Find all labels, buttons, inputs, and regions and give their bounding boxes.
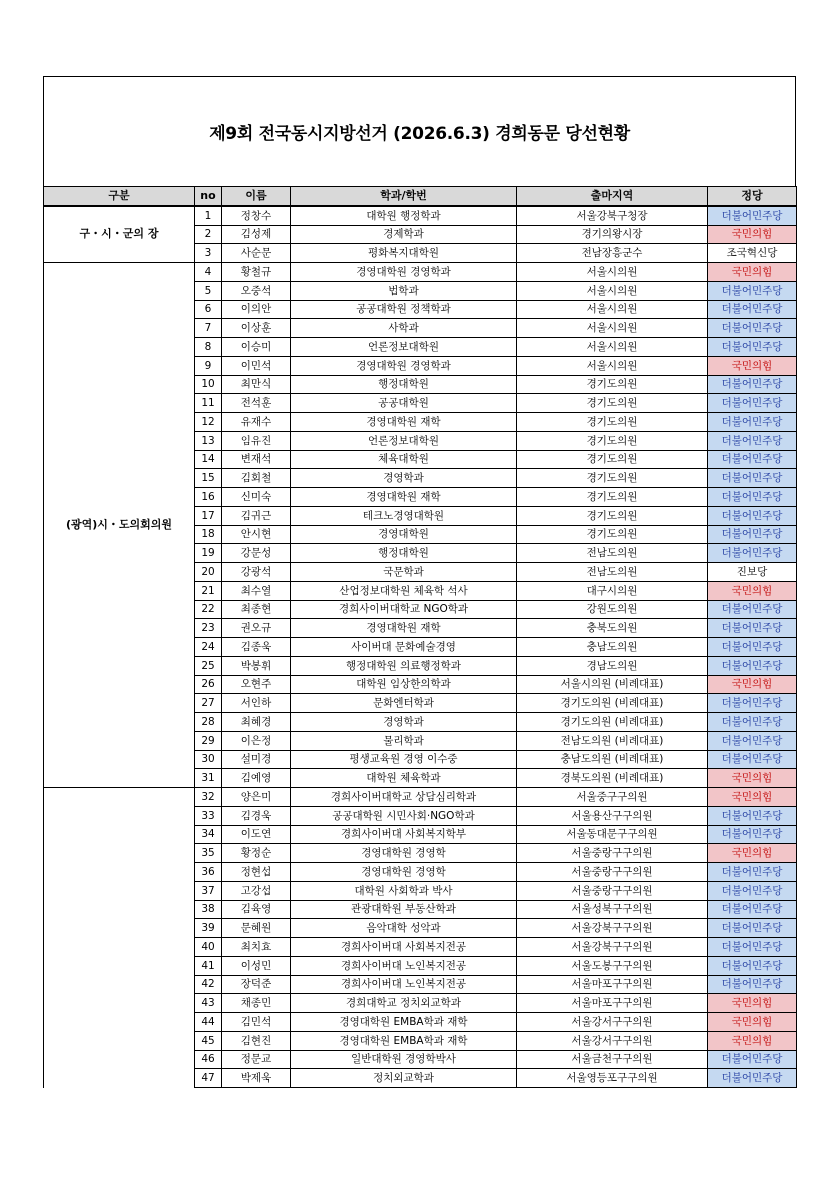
dept-cell: 경영대학원 경영학과 — [291, 356, 517, 375]
party-cell: 더불어민주당 — [708, 806, 797, 825]
region-cell: 서울중랑구구의원 — [517, 881, 708, 900]
region-cell: 서울시의원 (비례대표) — [517, 675, 708, 694]
region-cell: 전남장흥군수 — [517, 244, 708, 263]
header-dept: 학과/학번 — [291, 187, 517, 206]
party-cell: 더불어민주당 — [708, 656, 797, 675]
party-cell: 국민의힘 — [708, 788, 797, 807]
header-region: 출마지역 — [517, 187, 708, 206]
name-cell: 정창수 — [222, 206, 291, 225]
party-cell: 더불어민주당 — [708, 619, 797, 638]
dept-cell: 경영대학원 경영학과 — [291, 263, 517, 282]
name-cell: 황철규 — [222, 263, 291, 282]
party-cell: 더불어민주당 — [708, 413, 797, 432]
no-cell: 27 — [195, 694, 222, 713]
no-cell: 45 — [195, 1031, 222, 1050]
name-cell: 김종욱 — [222, 638, 291, 657]
name-cell: 이승미 — [222, 338, 291, 357]
dept-cell: 경희사이버대 사회복지전공 — [291, 938, 517, 957]
name-cell: 김현진 — [222, 1031, 291, 1050]
name-cell: 최종현 — [222, 600, 291, 619]
no-cell: 13 — [195, 431, 222, 450]
region-cell: 전남도의원 — [517, 544, 708, 563]
name-cell: 최만식 — [222, 375, 291, 394]
name-cell: 임유진 — [222, 431, 291, 450]
party-cell: 더불어민주당 — [708, 488, 797, 507]
dept-cell: 사학과 — [291, 319, 517, 338]
name-cell: 설미경 — [222, 750, 291, 769]
name-cell: 유재수 — [222, 413, 291, 432]
region-cell: 서울도봉구구의원 — [517, 956, 708, 975]
no-cell: 39 — [195, 919, 222, 938]
region-cell: 경기도의원 — [517, 525, 708, 544]
name-cell: 김민석 — [222, 1013, 291, 1032]
region-cell: 경기의왕시장 — [517, 225, 708, 244]
region-cell: 경기도의원 — [517, 413, 708, 432]
region-cell: 서울시의원 — [517, 300, 708, 319]
party-cell: 더불어민주당 — [708, 919, 797, 938]
name-cell: 오중석 — [222, 281, 291, 300]
party-cell: 더불어민주당 — [708, 431, 797, 450]
name-cell: 문혜원 — [222, 919, 291, 938]
name-cell: 박봉휘 — [222, 656, 291, 675]
dept-cell: 경영대학원 경영학 — [291, 863, 517, 882]
region-cell: 경기도의원 — [517, 469, 708, 488]
party-cell: 더불어민주당 — [708, 281, 797, 300]
no-cell: 24 — [195, 638, 222, 657]
name-cell: 고강섭 — [222, 881, 291, 900]
dept-cell: 경희사이버대학교 NGO학과 — [291, 600, 517, 619]
category-cell: 구・시・군의 장 — [44, 206, 195, 263]
region-cell: 서울강서구구의원 — [517, 1013, 708, 1032]
name-cell: 김육영 — [222, 900, 291, 919]
name-cell: 정문교 — [222, 1050, 291, 1069]
party-cell: 더불어민주당 — [708, 750, 797, 769]
no-cell: 40 — [195, 938, 222, 957]
header-row — [44, 187, 797, 206]
dept-cell: 언론정보대학원 — [291, 431, 517, 450]
party-cell: 국민의힘 — [708, 225, 797, 244]
region-cell: 서울동대문구구의원 — [517, 825, 708, 844]
no-cell: 6 — [195, 300, 222, 319]
party-cell: 더불어민주당 — [708, 525, 797, 544]
no-cell: 8 — [195, 338, 222, 357]
dept-cell: 경희사이버대 노인복지전공 — [291, 975, 517, 994]
dept-cell: 산업정보대학원 체육학 석사 — [291, 581, 517, 600]
dept-cell: 경영학과 — [291, 713, 517, 732]
region-cell: 경기도의원 — [517, 450, 708, 469]
name-cell: 이상훈 — [222, 319, 291, 338]
no-cell: 4 — [195, 263, 222, 282]
dept-cell: 공공대학원 — [291, 394, 517, 413]
no-cell: 18 — [195, 525, 222, 544]
name-cell: 김예영 — [222, 769, 291, 788]
page-title: 제9회 전국동시지방선거 (2026.6.3) 경희동문 당선현황 — [209, 124, 630, 144]
header-party: 정당 — [708, 187, 797, 206]
no-cell: 12 — [195, 413, 222, 432]
header-name: 이름 — [222, 187, 291, 206]
region-cell: 서울시의원 — [517, 281, 708, 300]
party-cell: 더불어민주당 — [708, 1069, 797, 1088]
region-cell: 서울마포구구의원 — [517, 994, 708, 1013]
dept-cell: 일반대학원 경영학박사 — [291, 1050, 517, 1069]
region-cell: 서울시의원 — [517, 338, 708, 357]
no-cell: 20 — [195, 563, 222, 582]
no-cell: 26 — [195, 675, 222, 694]
region-cell: 충북도의원 — [517, 619, 708, 638]
party-cell: 더불어민주당 — [708, 394, 797, 413]
no-cell: 16 — [195, 488, 222, 507]
party-cell: 더불어민주당 — [708, 975, 797, 994]
dept-cell: 정치외교학과 — [291, 1069, 517, 1088]
name-cell: 최수열 — [222, 581, 291, 600]
results-table — [43, 186, 797, 1088]
name-cell: 전석훈 — [222, 394, 291, 413]
no-cell: 30 — [195, 750, 222, 769]
party-cell: 더불어민주당 — [708, 375, 797, 394]
dept-cell: 언론정보대학원 — [291, 338, 517, 357]
dept-cell: 경영대학원 경영학 — [291, 844, 517, 863]
party-cell: 더불어민주당 — [708, 638, 797, 657]
region-cell: 경기도의원 (비례대표) — [517, 694, 708, 713]
no-cell: 34 — [195, 825, 222, 844]
dept-cell: 경희사이버대학교 상담심리학과 — [291, 788, 517, 807]
dept-cell: 문화엔터학과 — [291, 694, 517, 713]
name-cell: 변재석 — [222, 450, 291, 469]
dept-cell: 국문학과 — [291, 563, 517, 582]
region-cell: 전남도의원 — [517, 563, 708, 582]
party-cell: 국민의힘 — [708, 844, 797, 863]
dept-cell: 공공대학원 시민사회·NGO학과 — [291, 806, 517, 825]
name-cell: 사순문 — [222, 244, 291, 263]
dept-cell: 관광대학원 부동산학과 — [291, 900, 517, 919]
dept-cell: 대학원 사회학과 박사 — [291, 881, 517, 900]
no-cell: 17 — [195, 506, 222, 525]
region-cell: 경북도의원 (비례대표) — [517, 769, 708, 788]
region-cell: 충남도의원 (비례대표) — [517, 750, 708, 769]
no-cell: 46 — [195, 1050, 222, 1069]
region-cell: 경기도의원 (비례대표) — [517, 713, 708, 732]
dept-cell: 경희사이버대 사회복지학부 — [291, 825, 517, 844]
region-cell: 대구시의원 — [517, 581, 708, 600]
party-cell: 국민의힘 — [708, 1031, 797, 1050]
region-cell: 경기도의원 — [517, 431, 708, 450]
dept-cell: 경영대학원 — [291, 525, 517, 544]
dept-cell: 경영대학원 재학 — [291, 619, 517, 638]
party-cell: 더불어민주당 — [708, 469, 797, 488]
name-cell: 이은정 — [222, 731, 291, 750]
party-cell: 더불어민주당 — [708, 506, 797, 525]
region-cell: 서울중구구의원 — [517, 788, 708, 807]
name-cell: 최혜경 — [222, 713, 291, 732]
party-cell: 더불어민주당 — [708, 600, 797, 619]
region-cell: 서울중랑구구의원 — [517, 863, 708, 882]
name-cell: 강광석 — [222, 563, 291, 582]
dept-cell: 테크노경영대학원 — [291, 506, 517, 525]
no-cell: 10 — [195, 375, 222, 394]
dept-cell: 경희사이버대 노인복지전공 — [291, 956, 517, 975]
region-cell: 경남도의원 — [517, 656, 708, 675]
dept-cell: 경영학과 — [291, 469, 517, 488]
party-cell: 국민의힘 — [708, 675, 797, 694]
name-cell: 이성민 — [222, 956, 291, 975]
region-cell: 전남도의원 (비례대표) — [517, 731, 708, 750]
region-cell: 충남도의원 — [517, 638, 708, 657]
party-cell: 더불어민주당 — [708, 694, 797, 713]
region-cell: 서울강북구청장 — [517, 206, 708, 225]
region-cell: 서울시의원 — [517, 319, 708, 338]
no-cell: 28 — [195, 713, 222, 732]
name-cell: 이도연 — [222, 825, 291, 844]
party-cell: 국민의힘 — [708, 769, 797, 788]
name-cell: 박제욱 — [222, 1069, 291, 1088]
no-cell: 21 — [195, 581, 222, 600]
dept-cell: 공공대학원 정책학과 — [291, 300, 517, 319]
party-cell: 더불어민주당 — [708, 319, 797, 338]
no-cell: 44 — [195, 1013, 222, 1032]
party-cell: 국민의힘 — [708, 1013, 797, 1032]
dept-cell: 평화복지대학원 — [291, 244, 517, 263]
party-cell: 더불어민주당 — [708, 206, 797, 225]
no-cell: 42 — [195, 975, 222, 994]
no-cell: 2 — [195, 225, 222, 244]
region-cell: 서울마포구구의원 — [517, 975, 708, 994]
party-cell: 더불어민주당 — [708, 881, 797, 900]
region-cell: 경기도의원 — [517, 506, 708, 525]
region-cell: 서울시의원 — [517, 356, 708, 375]
no-cell: 47 — [195, 1069, 222, 1088]
name-cell: 김경욱 — [222, 806, 291, 825]
dept-cell: 경영대학원 EMBA학과 재학 — [291, 1013, 517, 1032]
dept-cell: 행정대학원 — [291, 544, 517, 563]
dept-cell: 법학과 — [291, 281, 517, 300]
name-cell: 김회철 — [222, 469, 291, 488]
no-cell: 22 — [195, 600, 222, 619]
party-cell: 더불어민주당 — [708, 938, 797, 957]
party-cell: 더불어민주당 — [708, 956, 797, 975]
no-cell: 38 — [195, 900, 222, 919]
no-cell: 31 — [195, 769, 222, 788]
table-row — [44, 206, 797, 225]
party-cell: 국민의힘 — [708, 263, 797, 282]
dept-cell: 행정대학원 의료행정학과 — [291, 656, 517, 675]
no-cell: 7 — [195, 319, 222, 338]
name-cell: 서인하 — [222, 694, 291, 713]
party-cell: 더불어민주당 — [708, 300, 797, 319]
no-cell: 32 — [195, 788, 222, 807]
title-box — [43, 76, 796, 186]
region-cell: 서울시의원 — [517, 263, 708, 282]
name-cell: 김성제 — [222, 225, 291, 244]
party-cell: 더불어민주당 — [708, 450, 797, 469]
dept-cell: 대학원 체육학과 — [291, 769, 517, 788]
region-cell: 경기도의원 — [517, 488, 708, 507]
name-cell: 채종민 — [222, 994, 291, 1013]
dept-cell: 평생교육원 경영 이수중 — [291, 750, 517, 769]
party-cell: 진보당 — [708, 563, 797, 582]
dept-cell: 경영대학원 재학 — [291, 488, 517, 507]
no-cell: 19 — [195, 544, 222, 563]
header-category: 구분 — [44, 187, 195, 206]
region-cell: 서울강서구구의원 — [517, 1031, 708, 1050]
party-cell: 조국혁신당 — [708, 244, 797, 263]
no-cell: 1 — [195, 206, 222, 225]
region-cell: 서울강북구구의원 — [517, 938, 708, 957]
no-cell: 14 — [195, 450, 222, 469]
region-cell: 강원도의원 — [517, 600, 708, 619]
region-cell: 서울영등포구구의원 — [517, 1069, 708, 1088]
party-cell: 더불어민주당 — [708, 713, 797, 732]
no-cell: 29 — [195, 731, 222, 750]
results-body — [44, 206, 797, 1088]
party-cell: 더불어민주당 — [708, 1050, 797, 1069]
region-cell: 서울용산구구의원 — [517, 806, 708, 825]
dept-cell: 경영대학원 재학 — [291, 413, 517, 432]
name-cell: 오현주 — [222, 675, 291, 694]
name-cell: 안시현 — [222, 525, 291, 544]
party-cell: 더불어민주당 — [708, 900, 797, 919]
party-cell: 더불어민주당 — [708, 825, 797, 844]
no-cell: 33 — [195, 806, 222, 825]
table-row — [44, 263, 797, 282]
name-cell: 신미숙 — [222, 488, 291, 507]
header-no: no — [195, 187, 222, 206]
no-cell: 41 — [195, 956, 222, 975]
category-cell — [44, 788, 195, 1088]
name-cell: 강문성 — [222, 544, 291, 563]
name-cell: 양은미 — [222, 788, 291, 807]
name-cell: 최치효 — [222, 938, 291, 957]
name-cell: 김귀근 — [222, 506, 291, 525]
dept-cell: 대학원 임상한의학과 — [291, 675, 517, 694]
name-cell: 장덕준 — [222, 975, 291, 994]
party-cell: 국민의힘 — [708, 581, 797, 600]
region-cell: 서울강북구구의원 — [517, 919, 708, 938]
region-cell: 경기도의원 — [517, 394, 708, 413]
dept-cell: 경제학과 — [291, 225, 517, 244]
no-cell: 43 — [195, 994, 222, 1013]
dept-cell: 사이버대 문화예술경영 — [291, 638, 517, 657]
table-row — [44, 788, 797, 807]
region-cell: 서울금천구구의원 — [517, 1050, 708, 1069]
dept-cell: 체육대학원 — [291, 450, 517, 469]
no-cell: 37 — [195, 881, 222, 900]
dept-cell: 경영대학원 EMBA학과 재학 — [291, 1031, 517, 1050]
no-cell: 35 — [195, 844, 222, 863]
party-cell: 국민의힘 — [708, 356, 797, 375]
results-sheet — [43, 76, 796, 1088]
no-cell: 23 — [195, 619, 222, 638]
party-cell: 더불어민주당 — [708, 338, 797, 357]
name-cell: 황정순 — [222, 844, 291, 863]
region-cell: 서울성북구구의원 — [517, 900, 708, 919]
name-cell: 이의안 — [222, 300, 291, 319]
no-cell: 9 — [195, 356, 222, 375]
name-cell: 정현섭 — [222, 863, 291, 882]
no-cell: 5 — [195, 281, 222, 300]
dept-cell: 물리학과 — [291, 731, 517, 750]
no-cell: 25 — [195, 656, 222, 675]
dept-cell: 음악대학 성악과 — [291, 919, 517, 938]
region-cell: 경기도의원 — [517, 375, 708, 394]
category-cell: (광역)시・도의회의원 — [44, 263, 195, 788]
dept-cell: 행정대학원 — [291, 375, 517, 394]
no-cell: 11 — [195, 394, 222, 413]
party-cell: 더불어민주당 — [708, 731, 797, 750]
party-cell: 국민의힘 — [708, 994, 797, 1013]
dept-cell: 경희대학교 정치외교학과 — [291, 994, 517, 1013]
no-cell: 15 — [195, 469, 222, 488]
dept-cell: 대학원 행정학과 — [291, 206, 517, 225]
party-cell: 더불어민주당 — [708, 863, 797, 882]
no-cell: 36 — [195, 863, 222, 882]
region-cell: 서울중랑구구의원 — [517, 844, 708, 863]
no-cell: 3 — [195, 244, 222, 263]
party-cell: 더불어민주당 — [708, 544, 797, 563]
name-cell: 권오규 — [222, 619, 291, 638]
name-cell: 이민석 — [222, 356, 291, 375]
